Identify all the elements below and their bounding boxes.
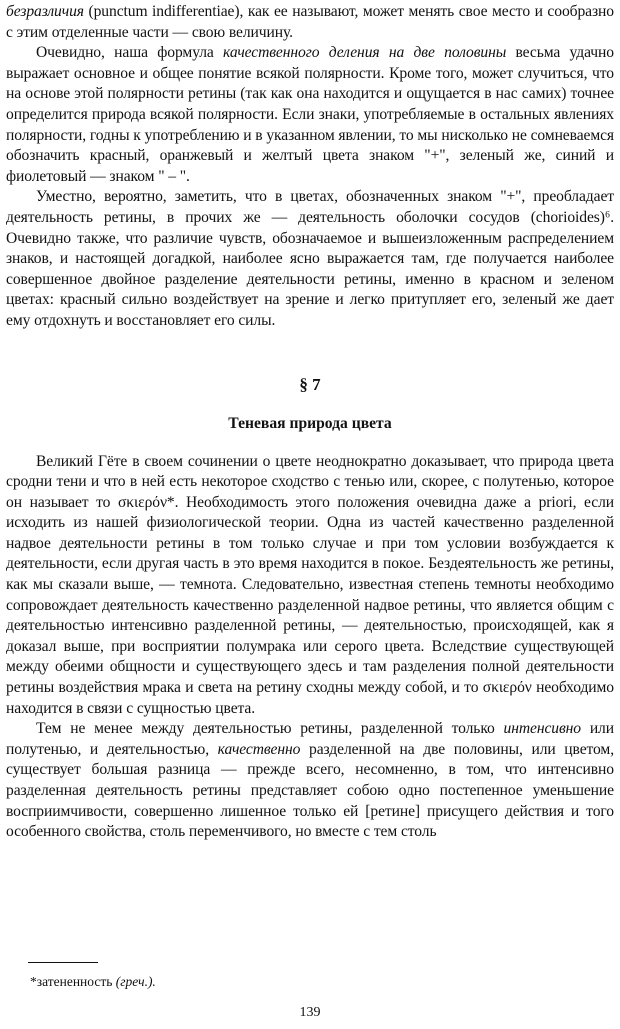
paragraph-5 <box>6 719 614 843</box>
paragraph-3: Уместно, вероятно, заметить, что в цветах, обозначенных знаком "+", преобладает деятельность ретины, в прочих же — деятельность оболочки сосудов (chorioides)⁶. Очевидно также, что различие чувств, обозначаемое и вышеизложенным распределением знаков, и настоящей догадкой, наиболее ясно выражается там, где получается наиболее совершенное двойное разделение деятельности ретины, именно в красном и зеленом цветах: красный сильно воздействует на зрение и легко притупляет его, зеленый же дает ему отдохнуть и восстановляет его силы. <box>6 188 614 329</box>
section-title: Теневая природа цвета <box>228 414 392 432</box>
paragraph-1-text: (punctum indifferentiae), как ее называют, может менять свое место и сообразно с этим отделенные части — свою величину. <box>6 3 614 41</box>
paragraph-5-italic-b: качественно <box>217 740 301 758</box>
paragraph-2-text-a: Очевидно, наша формула <box>36 44 224 62</box>
paragraph-1-italic-lead: безразличия <box>6 3 84 20</box>
paragraph-2 <box>6 43 614 187</box>
footnote <box>30 973 156 991</box>
footnote-italic: (греч.). <box>115 974 156 989</box>
footnote-divider <box>28 962 98 963</box>
paragraph-5-text-c: разделенной на две половины, или цветом, существует большая разница — прежде всего, несомненно, в том, что интенсивно разделенная деятельность ретины представляет собою одно постепенное уменьшение восприимчивости, совершенно лишенное только ей [ретине] присущего действия и того особенного свойства, столь переменчивого, но вместе с тем столь <box>6 740 614 841</box>
paragraph-5-text-a: Тем не менее между деятельностью ретины, разделенной только <box>36 720 504 738</box>
paragraph-1 <box>6 2 614 43</box>
paragraph-5-text-b: или полутенью, и деятельностью, <box>6 720 614 758</box>
paragraph-2-italic: качественного деления на две половины <box>223 44 507 62</box>
paragraph-5-italic-a: интенсивно <box>503 720 581 738</box>
footnote-text: *затененность <box>30 974 116 989</box>
page-number: 139 <box>299 1005 321 1020</box>
paragraph-2-text-b: весьма удачно выражает основное и общее понятие всякой полярности. Кроме того, может случиться, что на основе этой полярности ретины (так как она находится и ощущается в нас самих) точнее определится природа всякой полярности. Если знаки, употребляемые в остальных явлениях полярности, годны к употреблению и в указанном явлении, то мы нисколько не сомневаемся обозначить красный, оранжевый и желтый цвета знаком "+", зеленый же, синий и фиолетовый — знаком " – ". <box>6 44 614 185</box>
section-number: § 7 <box>299 374 321 394</box>
paragraph-4: Великий Гёте в своем сочинении о цвете неоднократно доказывает, что природа цвета сродни тени и что в ней есть некоторое сходство с тенью или, скорее, с полутенью, которое он называет то σκιερόν*. Необходимость этого положения очевидна даже a priori, если исходить из нашей физиологической теории. Одна из частей качественно разделенной надвое деятельности ретины в том только случае и при том условии возбуждается к деятельности, если другая часть в это время находится в покое. Бездеятельность же ретины, как мы сказали выше, — темнота. Следовательно, известная степень темноты необходимо сопровождает деятельность качественно разделенной надвое ретины, что является общим с деятельностью интенсивно разделенной ретины, — деятельностью, происходящей, как я доказал выше, при восприятии полумрака или серого цвета. Вследствие существующей между обеими общности и существующего здесь и там разделения полной деятельности ретины воздействия мрака и света на ретину сходны между собой, и то σκιερόν необходимо находится в связи с сущностью цвета. <box>6 452 614 717</box>
